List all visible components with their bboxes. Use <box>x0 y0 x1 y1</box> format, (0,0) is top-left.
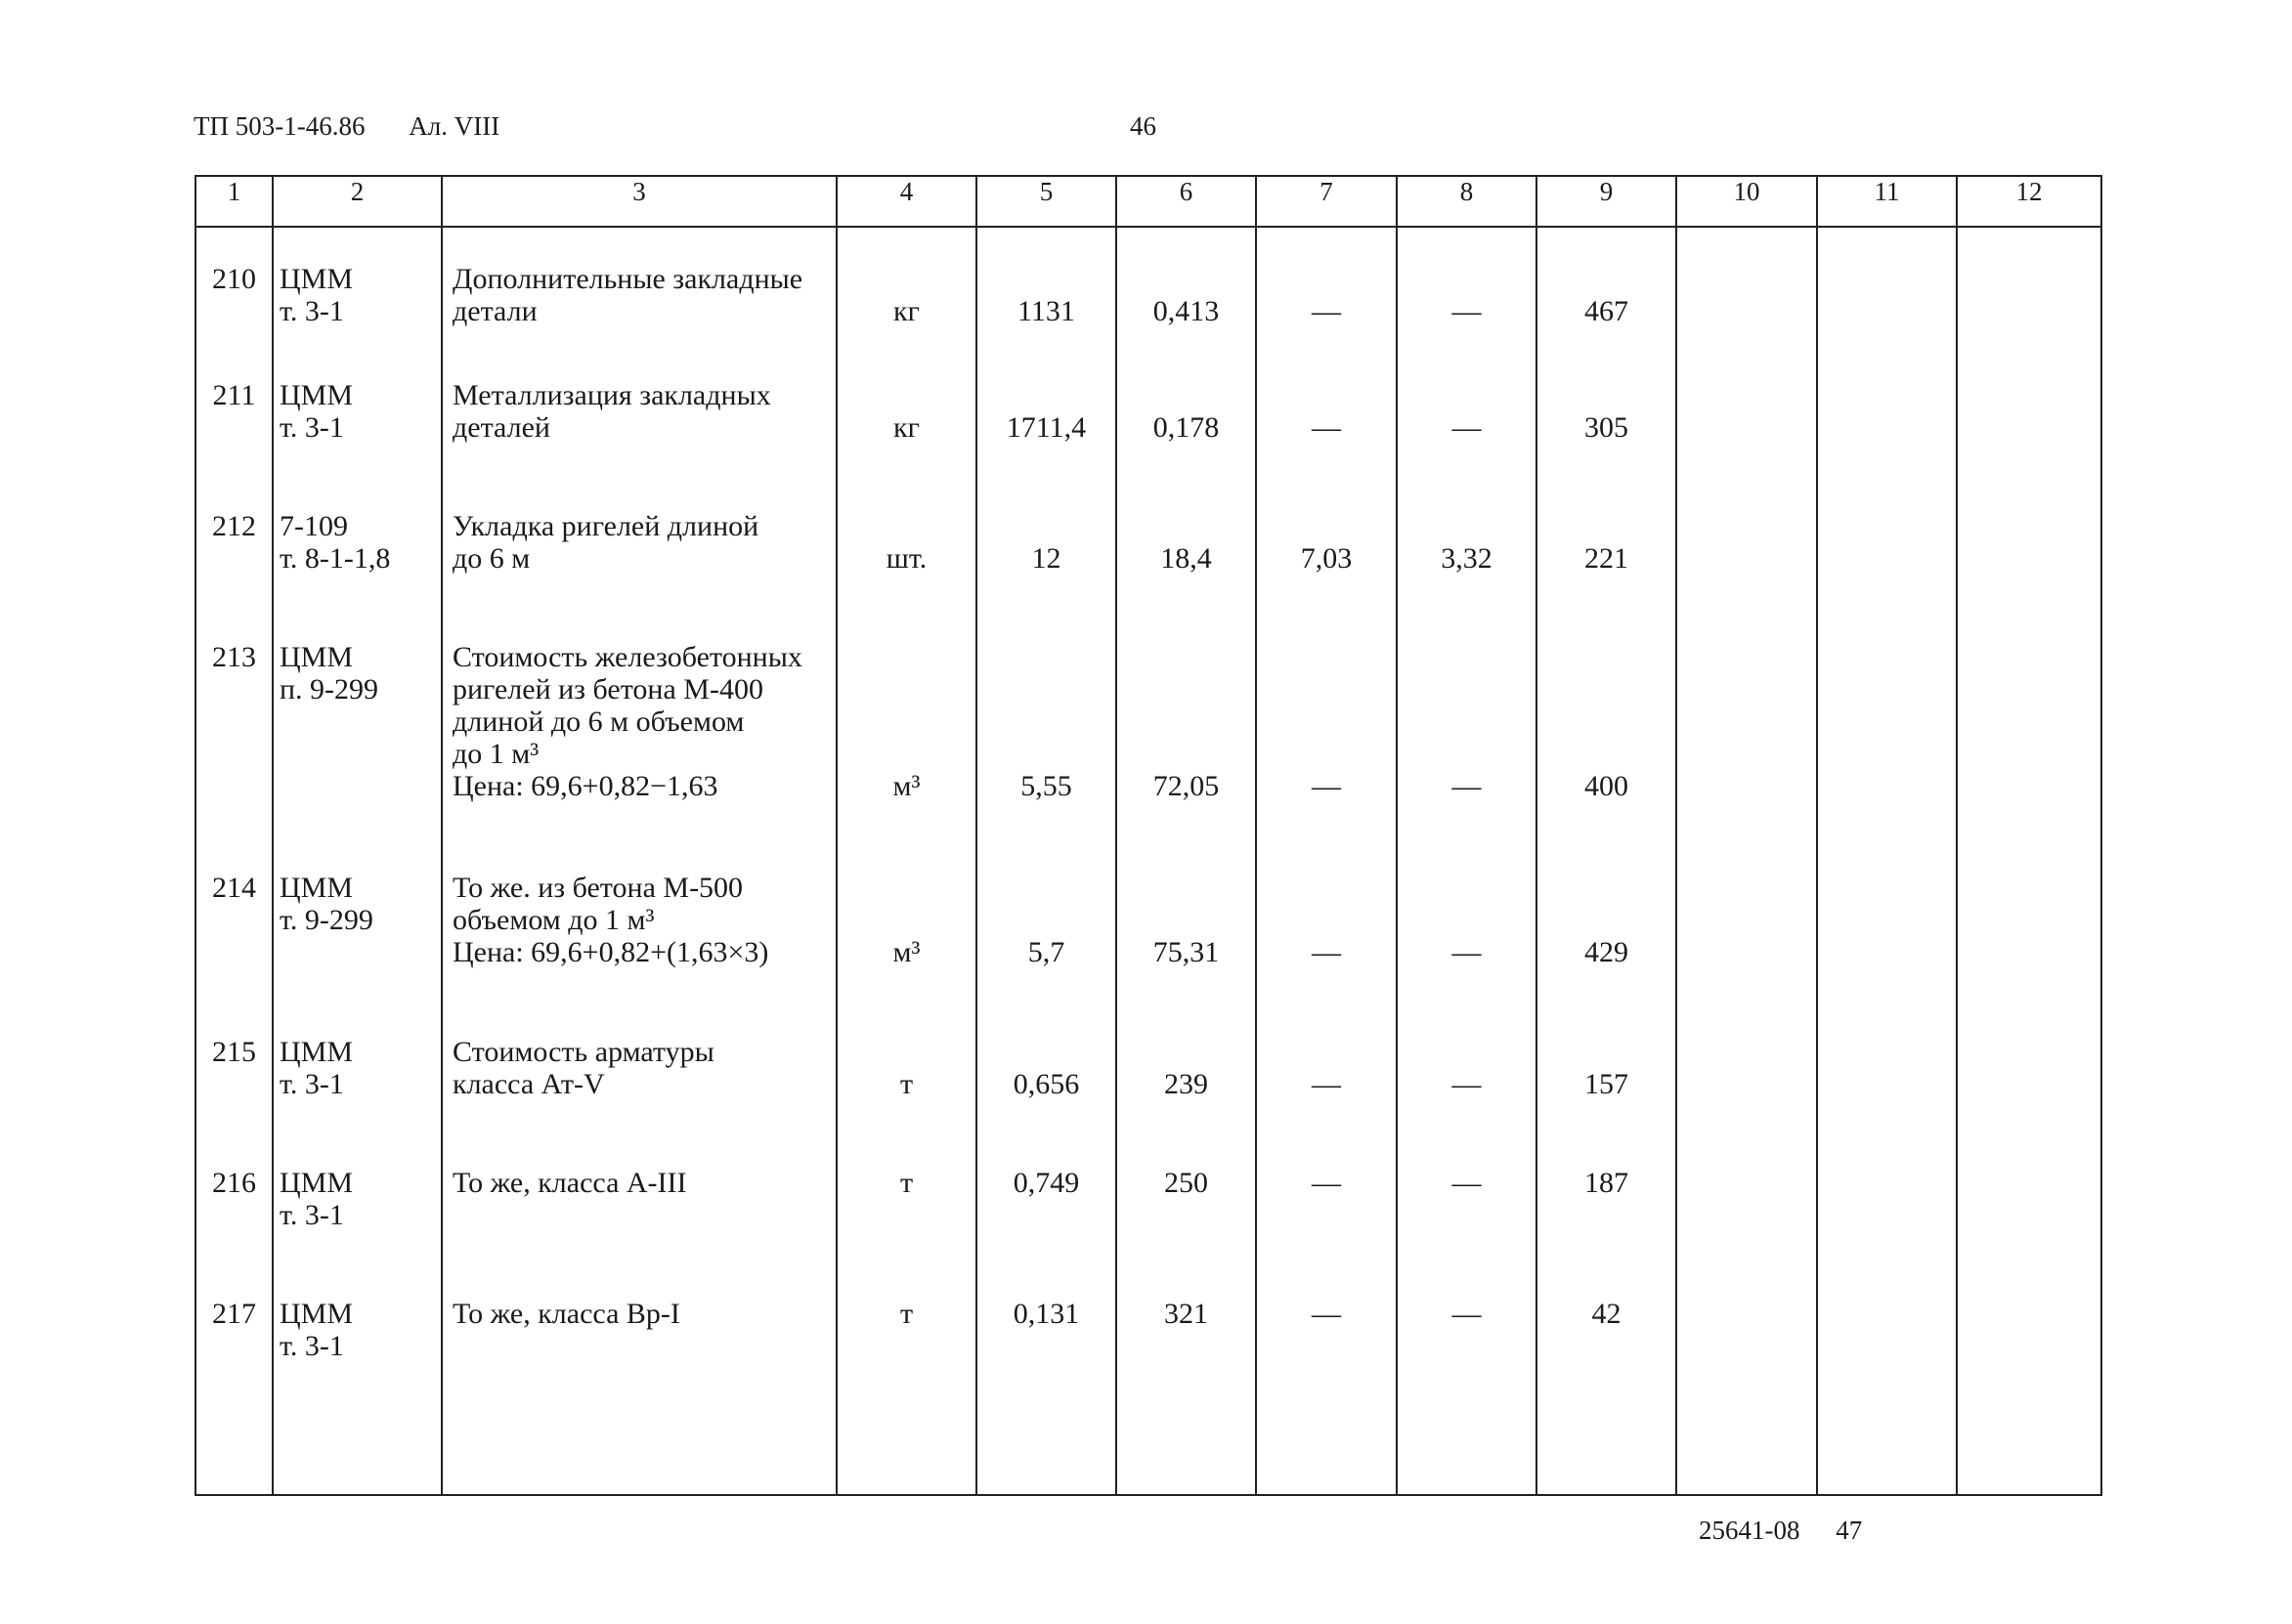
description-line: То же, класса А-III <box>453 1167 687 1199</box>
unit-cost-cell <box>1116 850 1256 1014</box>
quantity: 1131 <box>1017 295 1075 327</box>
work-description-cell <box>442 358 837 489</box>
row-number-cell <box>195 489 273 620</box>
total-cost: 429 <box>1584 936 1628 968</box>
document-number: 25641-08 <box>1699 1516 1800 1545</box>
work-description-cell <box>442 1014 837 1145</box>
description-line: до 1 м³ <box>453 738 540 770</box>
unit: т <box>899 1167 914 1199</box>
unit-cell <box>837 1276 976 1362</box>
empty-cell <box>1957 227 2101 358</box>
description-line: объемом до 1 м³ <box>453 904 655 936</box>
column-header: 1 <box>195 176 273 227</box>
column-8-cell <box>1397 1276 1536 1362</box>
row-number: 214 <box>212 872 256 904</box>
quantity: 1711,4 <box>1006 411 1087 444</box>
column-8: — <box>1451 1298 1482 1330</box>
unit-cell <box>837 358 976 489</box>
unit: т <box>899 1068 914 1100</box>
rate-source: 7-109 <box>280 510 348 542</box>
column-8-cell <box>1397 227 1536 358</box>
column-7-cell <box>1256 620 1397 850</box>
column-7: — <box>1312 1298 1341 1330</box>
rate-reference: т. 9-299 <box>280 904 373 936</box>
row-number: 210 <box>212 263 256 295</box>
empty-cell <box>1817 227 1957 358</box>
unit-cost-cell <box>1116 227 1256 358</box>
column-8-cell <box>1397 620 1536 850</box>
description-line: Металлизация закладных <box>453 379 771 411</box>
unit-cost: 239 <box>1164 1068 1208 1100</box>
page-number: 46 <box>1130 111 1156 141</box>
document-header <box>194 111 499 142</box>
row-number-cell <box>195 1276 273 1362</box>
rate-source: ЦММ <box>280 379 354 411</box>
quantity: 0,656 <box>1013 1068 1080 1100</box>
unit: кг <box>893 411 920 444</box>
empty-cell <box>1817 358 1957 489</box>
quantity: 5,7 <box>1027 936 1065 968</box>
empty-cell <box>1817 1145 1957 1276</box>
empty-cell <box>1957 1145 2101 1276</box>
empty-cell <box>1676 1276 1817 1362</box>
empty-cell <box>1676 620 1817 850</box>
column-header: 4 <box>837 176 976 227</box>
unit: м³ <box>892 936 921 968</box>
unit-cell <box>837 227 976 358</box>
empty-cell <box>1676 489 1817 620</box>
unit: кг <box>893 295 920 327</box>
empty-cell <box>1817 1362 1957 1495</box>
total-cost-cell <box>1536 358 1676 489</box>
description-line: Стоимость железобетонных <box>453 641 802 673</box>
unit-cost-cell <box>1116 1014 1256 1145</box>
column-7-cell <box>1256 489 1397 620</box>
total-cost: 42 <box>1591 1298 1622 1330</box>
unit-cost: 250 <box>1164 1167 1208 1199</box>
column-8-cell <box>1397 358 1536 489</box>
column-header: 9 <box>1536 176 1676 227</box>
table-row <box>195 227 2101 358</box>
total-cost-cell <box>1536 850 1676 1014</box>
table-row <box>195 1145 2101 1276</box>
column-header: 7 <box>1256 176 1397 227</box>
column-header: 10 <box>1676 176 1817 227</box>
column-7: — <box>1312 936 1341 968</box>
empty-cell <box>273 1362 442 1495</box>
unit-cell <box>837 1014 976 1145</box>
column-8: 3,32 <box>1441 542 1492 575</box>
rate-code-cell <box>273 850 442 1014</box>
total-cost: 400 <box>1584 770 1628 802</box>
rate-code-cell <box>273 489 442 620</box>
rate-code-cell <box>273 358 442 489</box>
empty-cell <box>1957 1014 2101 1145</box>
unit-cell <box>837 1145 976 1276</box>
table-row <box>195 1276 2101 1362</box>
row-number-cell <box>195 1014 273 1145</box>
rate-reference: т. 3-1 <box>280 295 344 327</box>
unit-cost: 18,4 <box>1160 542 1212 575</box>
column-7: — <box>1312 1167 1341 1199</box>
empty-cell <box>1817 489 1957 620</box>
column-7: 7,03 <box>1300 542 1353 575</box>
table-row <box>195 850 2101 1014</box>
column-header: 11 <box>1817 176 1957 227</box>
empty-cell <box>1256 1362 1397 1495</box>
rate-source: ЦММ <box>280 641 354 673</box>
description-line: Стоимость арматуры <box>453 1036 714 1068</box>
column-8-cell <box>1397 1145 1536 1276</box>
description-line: до 6 м <box>453 542 531 575</box>
album-label: Ал. VIII <box>409 111 500 141</box>
quantity-cell <box>976 1014 1116 1145</box>
work-description-cell <box>442 227 837 358</box>
table-filler-row <box>195 1362 2101 1495</box>
table-row <box>195 489 2101 620</box>
rate-source: ЦММ <box>280 1167 354 1199</box>
work-description-cell <box>442 1145 837 1276</box>
row-number-cell <box>195 358 273 489</box>
unit: т <box>899 1298 914 1330</box>
empty-cell <box>1957 850 2101 1014</box>
table-row <box>195 358 2101 489</box>
total-cost: 305 <box>1584 411 1628 444</box>
empty-cell <box>1957 489 2101 620</box>
total-cost: 187 <box>1584 1167 1628 1199</box>
empty-cell <box>1397 1362 1536 1495</box>
work-description-cell <box>442 1276 837 1362</box>
empty-cell <box>1676 227 1817 358</box>
column-number-row <box>195 176 2101 227</box>
column-8: — <box>1451 1167 1482 1199</box>
row-number: 216 <box>212 1167 256 1199</box>
description-line: То же. из бетона М-500 <box>453 872 744 904</box>
empty-cell <box>1676 850 1817 1014</box>
row-number: 212 <box>212 510 256 542</box>
quantity-cell <box>976 489 1116 620</box>
quantity: 5,55 <box>1020 770 1072 802</box>
column-8: — <box>1451 411 1482 444</box>
description-line: То же, класса Вр-I <box>453 1298 680 1330</box>
column-header: 8 <box>1397 176 1536 227</box>
document-code: ТП 503-1-46.86 <box>194 111 366 141</box>
quantity-cell <box>976 850 1116 1014</box>
column-header: 5 <box>976 176 1116 227</box>
work-description-cell <box>442 620 837 850</box>
rate-reference: т. 3-1 <box>280 411 344 444</box>
rate-source: ЦММ <box>280 263 354 295</box>
unit-cell <box>837 620 976 850</box>
column-7: — <box>1312 295 1341 327</box>
unit-cost-cell <box>1116 489 1256 620</box>
row-number: 217 <box>212 1298 256 1330</box>
price-formula: Цена: 69,6+0,82−1,63 <box>453 770 718 802</box>
quantity-cell <box>976 1145 1116 1276</box>
unit-cost-cell <box>1116 358 1256 489</box>
work-description-cell <box>442 489 837 620</box>
column-7: — <box>1312 411 1341 444</box>
column-7-cell <box>1256 1145 1397 1276</box>
rate-reference: п. 9-299 <box>280 673 379 705</box>
rate-reference: т. 3-1 <box>280 1068 344 1100</box>
column-8: — <box>1451 295 1482 327</box>
estimate-table <box>195 175 2102 1496</box>
unit-cost: 75,31 <box>1152 936 1220 968</box>
unit-cost-cell <box>1116 1276 1256 1362</box>
empty-cell <box>1957 358 2101 489</box>
row-number-cell <box>195 620 273 850</box>
rate-source: ЦММ <box>280 872 354 904</box>
rate-code-cell <box>273 620 442 850</box>
total-cost-cell <box>1536 1276 1676 1362</box>
quantity-cell <box>976 358 1116 489</box>
column-8-cell <box>1397 1014 1536 1145</box>
work-description-cell <box>442 850 837 1014</box>
description-line: Дополнительные закладные <box>453 263 803 295</box>
total-cost: 221 <box>1584 542 1628 575</box>
description-line: ригелей из бетона М-400 <box>453 673 763 705</box>
unit-cell <box>837 489 976 620</box>
unit-cost: 0,413 <box>1152 295 1220 327</box>
unit-cost: 321 <box>1164 1298 1208 1330</box>
total-cost-cell <box>1536 1145 1676 1276</box>
empty-cell <box>442 1362 837 1495</box>
empty-cell <box>976 1362 1116 1495</box>
total-cost-cell <box>1536 620 1676 850</box>
unit: шт. <box>886 542 928 575</box>
row-number-cell <box>195 1145 273 1276</box>
rate-reference: т. 3-1 <box>280 1330 344 1362</box>
row-number: 211 <box>212 379 256 411</box>
row-number-cell <box>195 850 273 1014</box>
column-7-cell <box>1256 227 1397 358</box>
empty-cell <box>1817 620 1957 850</box>
total-cost-cell <box>1536 1014 1676 1145</box>
description-line: детали <box>453 295 538 327</box>
rate-source: ЦММ <box>280 1036 354 1068</box>
column-8: — <box>1451 1068 1482 1100</box>
empty-cell <box>1536 1362 1676 1495</box>
empty-cell <box>1957 620 2101 850</box>
empty-cell <box>1957 1276 2101 1362</box>
unit-cost-cell <box>1116 1145 1256 1276</box>
quantity-cell <box>976 1276 1116 1362</box>
table-body <box>195 227 2101 1495</box>
empty-cell <box>1116 1362 1256 1495</box>
empty-cell <box>1817 1276 1957 1362</box>
empty-cell <box>1817 1014 1957 1145</box>
unit-cell <box>837 850 976 1014</box>
description-line: длиной до 6 м объемом <box>453 705 745 738</box>
empty-cell <box>1957 1362 2101 1495</box>
column-7-cell <box>1256 850 1397 1014</box>
quantity-cell <box>976 227 1116 358</box>
rate-source: ЦММ <box>280 1298 354 1330</box>
column-7: — <box>1312 1068 1341 1100</box>
rate-code-cell <box>273 1014 442 1145</box>
column-header: 3 <box>442 176 837 227</box>
rate-reference: т. 3-1 <box>280 1199 344 1231</box>
column-7-cell <box>1256 1014 1397 1145</box>
empty-cell <box>1676 358 1817 489</box>
empty-cell <box>1676 1014 1817 1145</box>
rate-code-cell <box>273 1276 442 1362</box>
empty-cell <box>1676 1362 1817 1495</box>
description-line: класса Ат-V <box>453 1068 605 1100</box>
empty-cell <box>195 1362 273 1495</box>
description-line: деталей <box>453 411 550 444</box>
table-row <box>195 1014 2101 1145</box>
unit-cost: 0,178 <box>1152 411 1220 444</box>
document-footer <box>1699 1516 1862 1546</box>
column-7-cell <box>1256 358 1397 489</box>
unit-cost: 72,05 <box>1152 770 1220 802</box>
total-cost: 157 <box>1584 1068 1628 1100</box>
description-line: Укладка ригелей длиной <box>453 510 759 542</box>
quantity: 0,749 <box>1013 1167 1080 1199</box>
total-cost-cell <box>1536 227 1676 358</box>
quantity: 0,131 <box>1013 1298 1080 1330</box>
row-number-cell <box>195 227 273 358</box>
rate-reference: т. 8-1-1,8 <box>280 542 391 575</box>
column-header: 2 <box>273 176 442 227</box>
column-8-cell <box>1397 489 1536 620</box>
rate-code-cell <box>273 227 442 358</box>
empty-cell <box>1676 1145 1817 1276</box>
column-8-cell <box>1397 850 1536 1014</box>
unit: м³ <box>892 770 921 802</box>
column-header: 12 <box>1957 176 2101 227</box>
price-formula: Цена: 69,6+0,82+(1,63×3) <box>453 936 769 968</box>
sheet-number: 47 <box>1836 1516 1863 1545</box>
column-7: — <box>1312 770 1341 802</box>
quantity-cell <box>976 620 1116 850</box>
rate-code-cell <box>273 1145 442 1276</box>
total-cost: 467 <box>1584 295 1628 327</box>
quantity: 12 <box>1031 542 1061 575</box>
row-number: 215 <box>212 1036 256 1068</box>
row-number: 213 <box>212 641 256 673</box>
column-8: — <box>1451 936 1482 968</box>
empty-cell <box>1817 850 1957 1014</box>
total-cost-cell <box>1536 489 1676 620</box>
unit-cost-cell <box>1116 620 1256 850</box>
empty-cell <box>837 1362 976 1495</box>
column-header: 6 <box>1116 176 1256 227</box>
table-row <box>195 620 2101 850</box>
column-7-cell <box>1256 1276 1397 1362</box>
column-8: — <box>1451 770 1482 802</box>
